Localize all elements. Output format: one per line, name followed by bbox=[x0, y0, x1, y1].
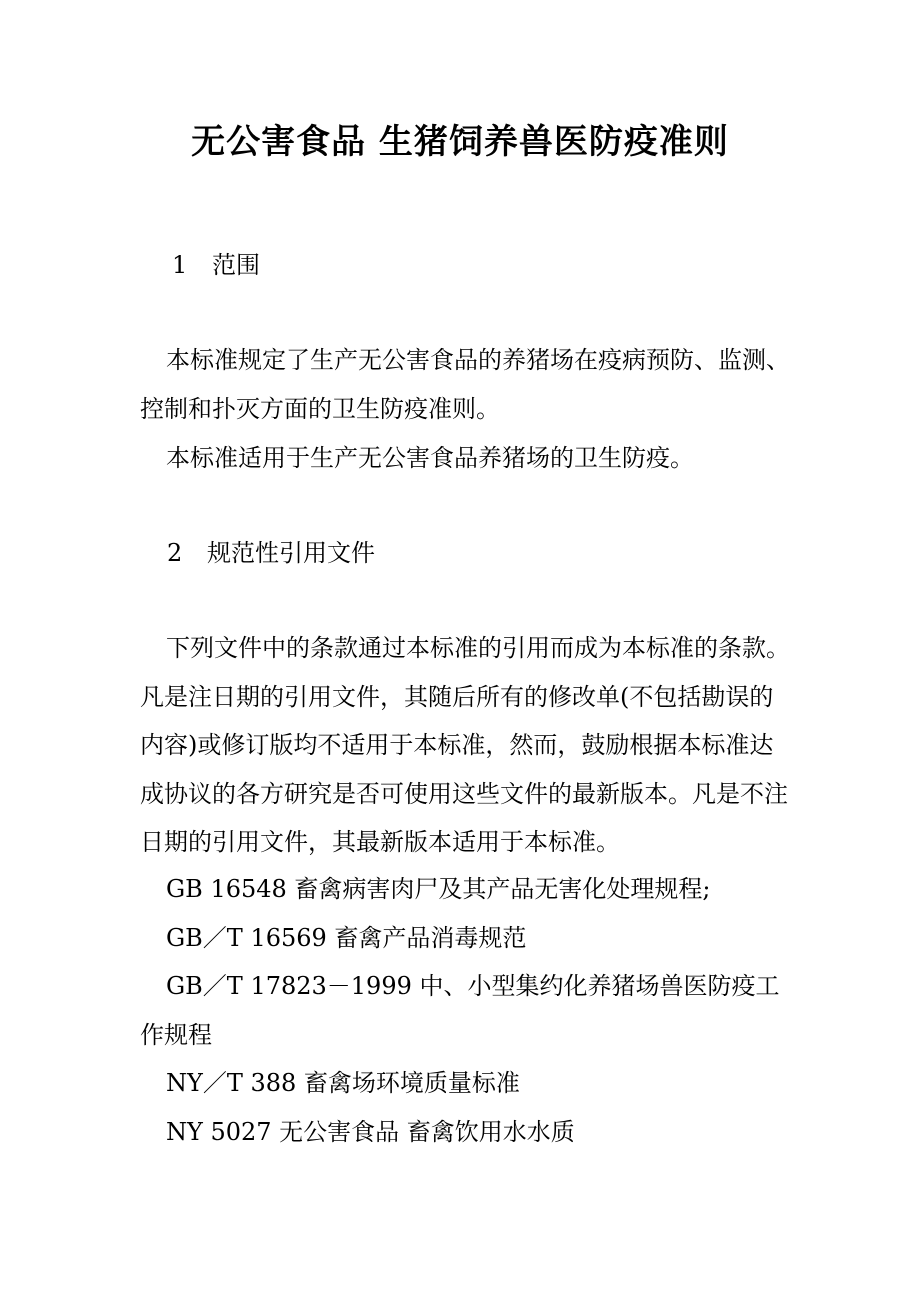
section-heading-normative-references bbox=[167, 537, 375, 569]
scope-paragraph-2: 本标准适用于生产无公害食品养猪场的卫生防疫。 bbox=[166, 444, 694, 472]
section-heading-scope bbox=[172, 249, 260, 281]
reference-item: NY 5027 无公害食品 畜禽饮用水水质 bbox=[166, 1118, 575, 1146]
section-number: 1 bbox=[172, 251, 188, 279]
document-title: 无公害食品 生猪饲养兽医防疫准则 bbox=[191, 122, 729, 162]
section-title: 范围 bbox=[212, 251, 260, 279]
reference-item: GB 16548 畜禽病害肉尸及其产品无害化处理规程; bbox=[166, 875, 711, 903]
reference-item: GB／T 16569 畜禽产品消毒规范 bbox=[166, 924, 527, 952]
references-paragraph: 下列文件中的条款通过本标准的引用而成为本标准的条款。凡是注日期的引用文件，其随后所有的修改单(不包括勘误的内容)或修订版均不适用于本标准，然而，鼓励根据本标准达成协议的各方研究是否可使用这些文件的最新版本。凡是不注日期的引用文件，其最新版本适用于本标准。 bbox=[140, 634, 790, 856]
scope-paragraph-1: 本标准规定了生产无公害食品的养猪场在疫病预防、监测、控制和扑灭方面的卫生防疫准则。 bbox=[140, 346, 790, 423]
reference-item: NY／T 388 畜禽场环境质量标准 bbox=[166, 1069, 520, 1097]
section-number: 2 bbox=[167, 539, 183, 567]
reference-item: GB／T 17823－1999 中、小型集约化养猪场兽医防疫工作规程 bbox=[140, 972, 780, 1049]
section-title: 规范性引用文件 bbox=[207, 539, 375, 567]
